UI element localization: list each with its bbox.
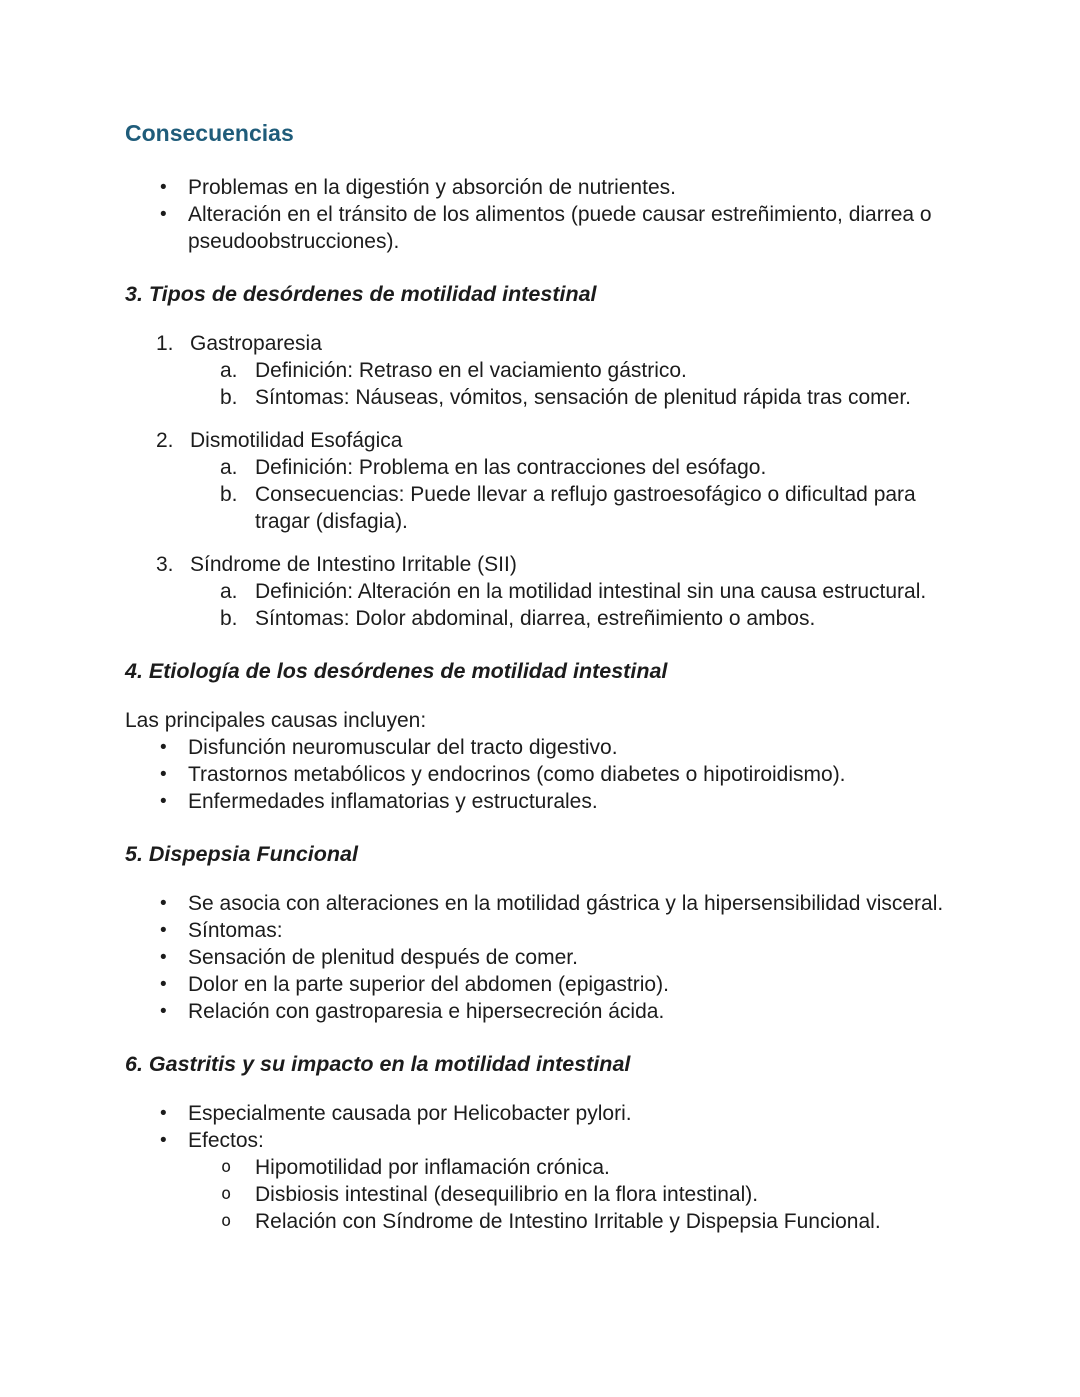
letter-marker: a. [220, 580, 238, 603]
bullet-marker: • [160, 791, 167, 812]
list-item-text: Problemas en la digestión y absorción de nutrientes. [188, 176, 676, 199]
list-item [125, 551, 955, 578]
list-item-text: Síntomas: [188, 919, 283, 942]
list-subitem [125, 1208, 955, 1235]
list-item [125, 174, 955, 201]
list-subitem-text: Hipomotilidad por inflamación crónica. [255, 1156, 610, 1179]
list-item-text: Gastroparesia [190, 332, 322, 355]
letter-marker: a. [220, 456, 238, 479]
dispepsia-list [125, 890, 955, 1025]
list-item [125, 917, 955, 944]
heading-consecuencias: Consecuencias [125, 120, 294, 146]
consequences-list [125, 174, 955, 255]
number-marker: 2. [156, 429, 174, 452]
list-item-text: Dolor en la parte superior del abdomen (epigastrio). [188, 973, 669, 996]
numbered-group-sii [125, 551, 955, 632]
bullet-marker: • [160, 947, 167, 968]
letter-marker: a. [220, 359, 238, 382]
bullet-marker: • [160, 177, 167, 198]
list-subitem [125, 578, 955, 605]
list-item [125, 201, 955, 255]
list-subitem-text: Síntomas: Dolor abdominal, diarrea, estreñimiento o ambos. [255, 607, 816, 630]
list-item [125, 761, 955, 788]
bullet-marker: • [160, 204, 167, 225]
list-subitem-text: Definición: Retraso en el vaciamiento gástrico. [255, 359, 687, 382]
list-subitem [125, 357, 955, 384]
list-item [125, 427, 955, 454]
paragraph-causas-intro: Las principales causas incluyen: [125, 709, 427, 732]
list-subitem [125, 1154, 955, 1181]
bullet-marker: • [160, 893, 167, 914]
list-subitem [125, 1181, 955, 1208]
list-subitem-text: Definición: Alteración en la motilidad intestinal sin una causa estructural. [255, 580, 927, 603]
list-subitem [125, 384, 955, 411]
list-item [125, 998, 955, 1025]
list-item-text: Dismotilidad Esofágica [190, 429, 403, 452]
list-subitem [125, 454, 955, 481]
list-subitem-text: Síntomas: Náuseas, vómitos, sensación de plenitud rápida tras comer. [255, 386, 912, 409]
bullet-marker: • [160, 1103, 167, 1124]
section-title-6: 6. Gastritis y su impacto en la motilidad intestinal [125, 1052, 631, 1076]
list-subitem-text: Relación con Síndrome de Intestino Irritable y Dispepsia Funcional. [255, 1210, 881, 1233]
bullet-marker: • [160, 920, 167, 941]
etiology-list [125, 734, 955, 815]
bullet-marker: • [160, 737, 167, 758]
letter-marker: b. [220, 483, 238, 506]
circle-marker: o [221, 1157, 232, 1177]
list-subitem-text: Consecuencias: Puede llevar a reflujo gastroesofágico o dificultad para tragar (disfagia). [255, 483, 916, 533]
list-item-text: Efectos: [188, 1129, 264, 1152]
bullet-marker: • [160, 764, 167, 785]
letter-marker: b. [220, 386, 238, 409]
list-item-text: Se asocia con alteraciones en la motilidad gástrica y la hipersensibilidad visceral. [188, 892, 944, 915]
number-marker: 1. [156, 332, 174, 355]
list-subitem-text: Disbiosis intestinal (desequilibrio en la flora intestinal). [255, 1183, 759, 1206]
letter-marker: b. [220, 607, 238, 630]
number-marker: 3. [156, 553, 174, 576]
circle-marker: o [221, 1211, 232, 1231]
list-item [125, 788, 955, 815]
list-item-text: Síndrome de Intestino Irritable (SII) [190, 553, 517, 576]
gastritis-list [125, 1100, 955, 1235]
list-item [125, 330, 955, 357]
list-subitem-text: Definición: Problema en las contracciones del esófago. [255, 456, 767, 479]
section-title-5: 5. Dispepsia Funcional [125, 842, 358, 866]
list-item-text: Sensación de plenitud después de comer. [188, 946, 578, 969]
list-item [125, 1100, 955, 1127]
section-title-4: 4. Etiología de los desórdenes de motilidad intestinal [125, 659, 668, 683]
list-item-text: Disfunción neuromuscular del tracto digestivo. [188, 736, 618, 759]
circle-marker: o [221, 1184, 232, 1204]
list-item [125, 734, 955, 761]
list-item [125, 971, 955, 998]
section-title-3: 3. Tipos de desórdenes de motilidad intestinal [125, 282, 597, 306]
numbered-group-dismotilidad [125, 427, 955, 535]
numbered-group-gastroparesia [125, 330, 955, 411]
bullet-marker: • [160, 1130, 167, 1151]
list-subitem [125, 481, 955, 535]
motility-disorder-types-list [125, 330, 955, 632]
list-item-text: Alteración en el tránsito de los alimentos (puede causar estreñimiento, diarrea o pseudoobstrucciones). [188, 203, 932, 253]
list-item-text: Enfermedades inflamatorias y estructurales. [188, 790, 598, 813]
bullet-marker: • [160, 1001, 167, 1022]
list-subitem [125, 605, 955, 632]
bullet-marker: • [160, 974, 167, 995]
list-item-text: Trastornos metabólicos y endocrinos (como diabetes o hipotiroidismo). [188, 763, 846, 786]
list-item [125, 944, 955, 971]
list-item-text: Relación con gastroparesia e hipersecreción ácida. [188, 1000, 665, 1023]
list-item [125, 890, 955, 917]
list-item [125, 1127, 955, 1154]
list-item-text: Especialmente causada por Helicobacter pylori. [188, 1102, 632, 1125]
